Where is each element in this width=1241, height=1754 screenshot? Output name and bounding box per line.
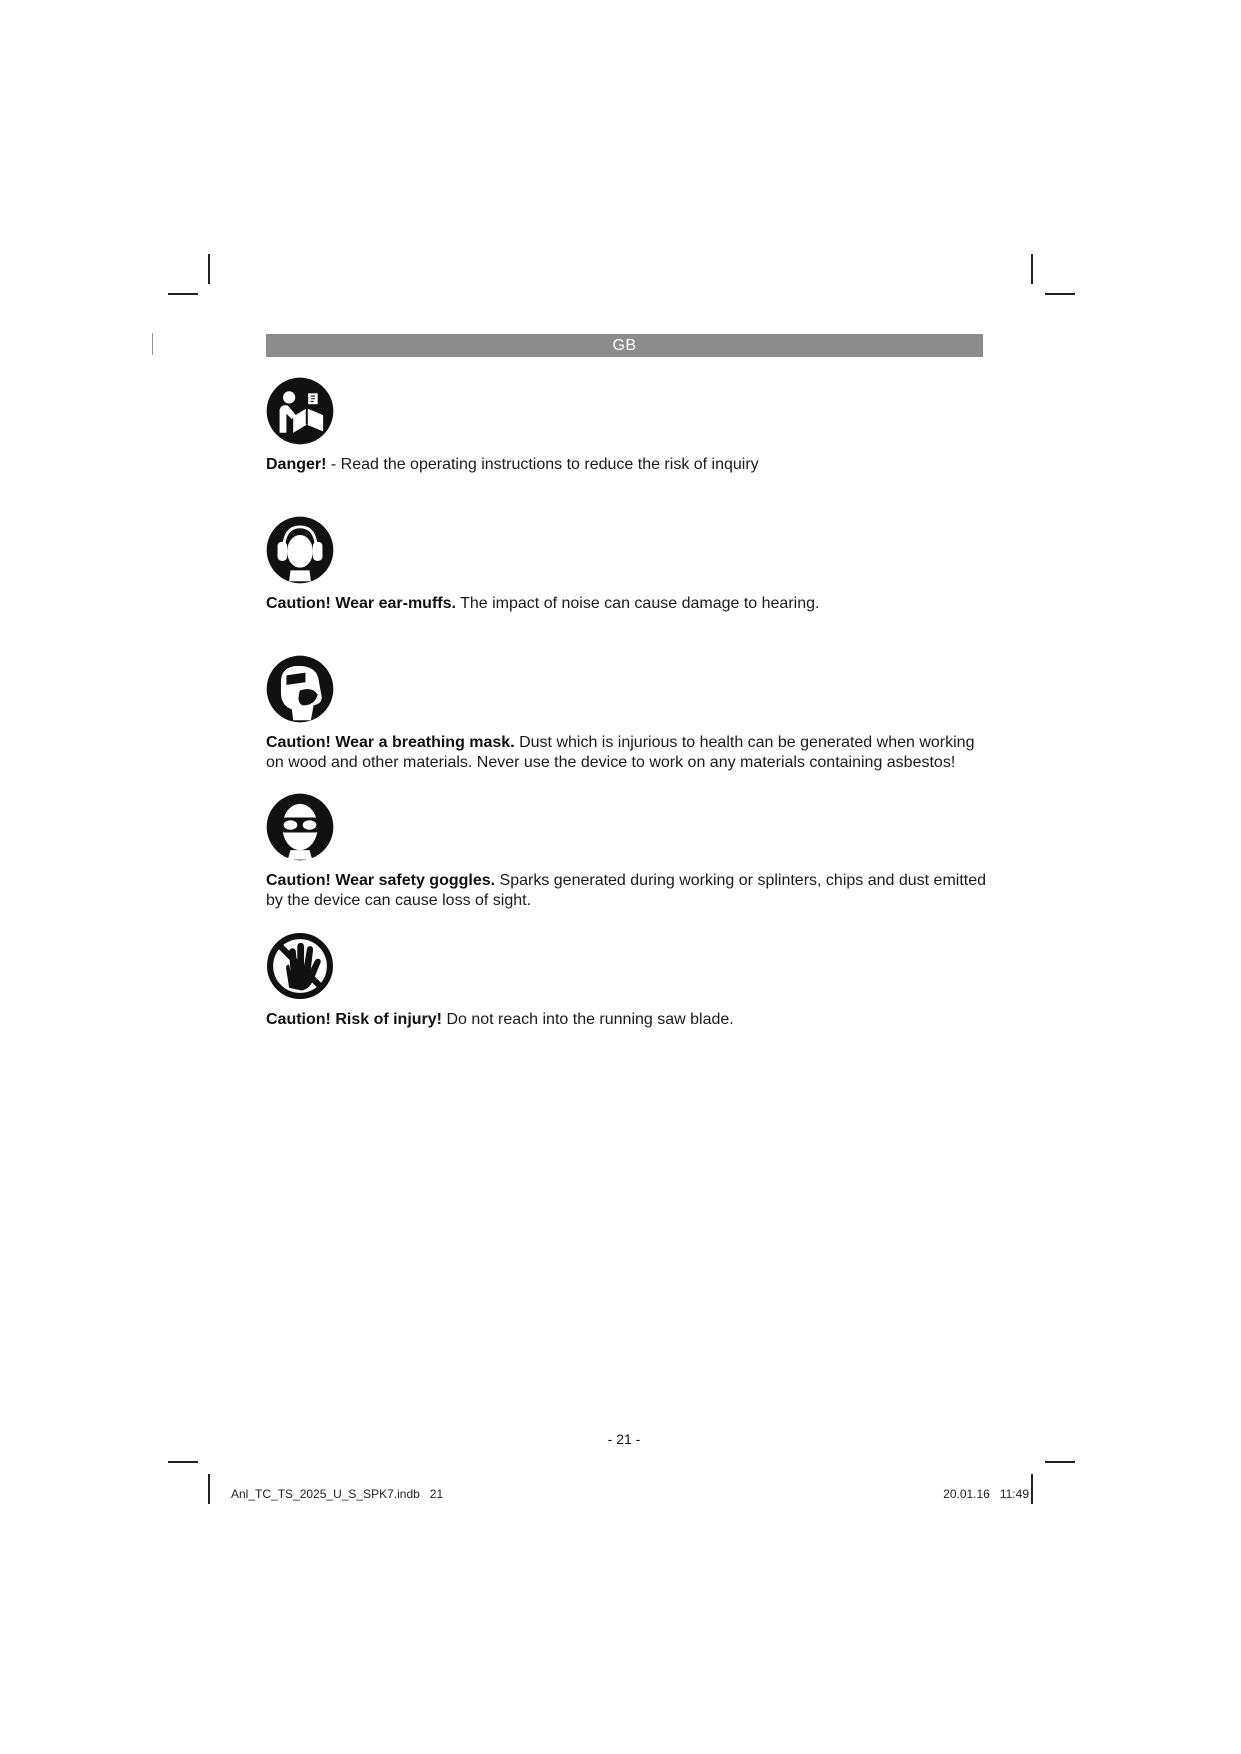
crop-mark-top-left-horizontal xyxy=(168,293,198,295)
crop-mark-top-right-vertical xyxy=(1031,254,1033,284)
ear-muffs-icon xyxy=(266,516,334,584)
notice-body: Sparks generated during working or splinters, chips and dust emitted by the device can cause loss of sight. xyxy=(266,872,987,909)
notice-text xyxy=(266,1010,986,1030)
notice-breathing-mask xyxy=(266,655,986,773)
notice-body: - Read the operating instructions to reduce the risk of inquiry xyxy=(326,456,759,473)
notice-risk-of-injury xyxy=(266,932,986,1030)
file-slug: Anl_TC_TS_2025_U_S_SPK7.indb 21 xyxy=(231,1487,444,1501)
notice-lead: Caution! Wear safety goggles. xyxy=(266,872,496,889)
crop-mark-top-left-vertical xyxy=(208,254,210,284)
notice-read-manual xyxy=(266,377,986,475)
language-header-bar xyxy=(266,334,983,357)
notice-lead: Caution! Wear ear-muffs. xyxy=(266,595,456,612)
notice-lead: Danger! xyxy=(266,456,327,473)
language-label: GB xyxy=(612,337,637,354)
crop-mark-bottom-right-vertical xyxy=(1031,1474,1033,1504)
safety-goggles-icon xyxy=(266,793,334,861)
notice-text xyxy=(266,594,986,614)
notice-lead: Caution! Risk of injury! xyxy=(266,1011,442,1028)
no-hand-icon xyxy=(266,932,334,1000)
notice-text xyxy=(266,455,986,475)
page-number: - 21 - xyxy=(607,1431,641,1447)
crop-mark-top-right-horizontal xyxy=(1045,293,1075,295)
crop-mark-bottom-right-horizontal xyxy=(1045,1461,1075,1463)
notice-ear-muffs xyxy=(266,516,986,614)
crop-mark-left-margin xyxy=(152,333,153,355)
print-date-time: 20.01.16 11:49 xyxy=(943,1487,1029,1501)
notice-text xyxy=(266,733,986,773)
notice-body: Do not reach into the running saw blade. xyxy=(442,1011,734,1028)
crop-mark-bottom-left-horizontal xyxy=(168,1461,198,1463)
notice-safety-goggles xyxy=(266,793,986,911)
notice-body: The impact of noise can cause damage to hearing. xyxy=(455,595,820,612)
crop-mark-bottom-left-vertical xyxy=(208,1474,210,1504)
breathing-mask-icon xyxy=(266,655,334,723)
notice-body: Dust which is injurious to health can be generated when working on wood and other materials. Never use the device to work on any materials containing asbestos! xyxy=(266,734,975,771)
notice-text xyxy=(266,871,986,911)
notice-lead: Caution! Wear a breathing mask. xyxy=(266,734,515,751)
read-manual-icon xyxy=(266,377,334,445)
